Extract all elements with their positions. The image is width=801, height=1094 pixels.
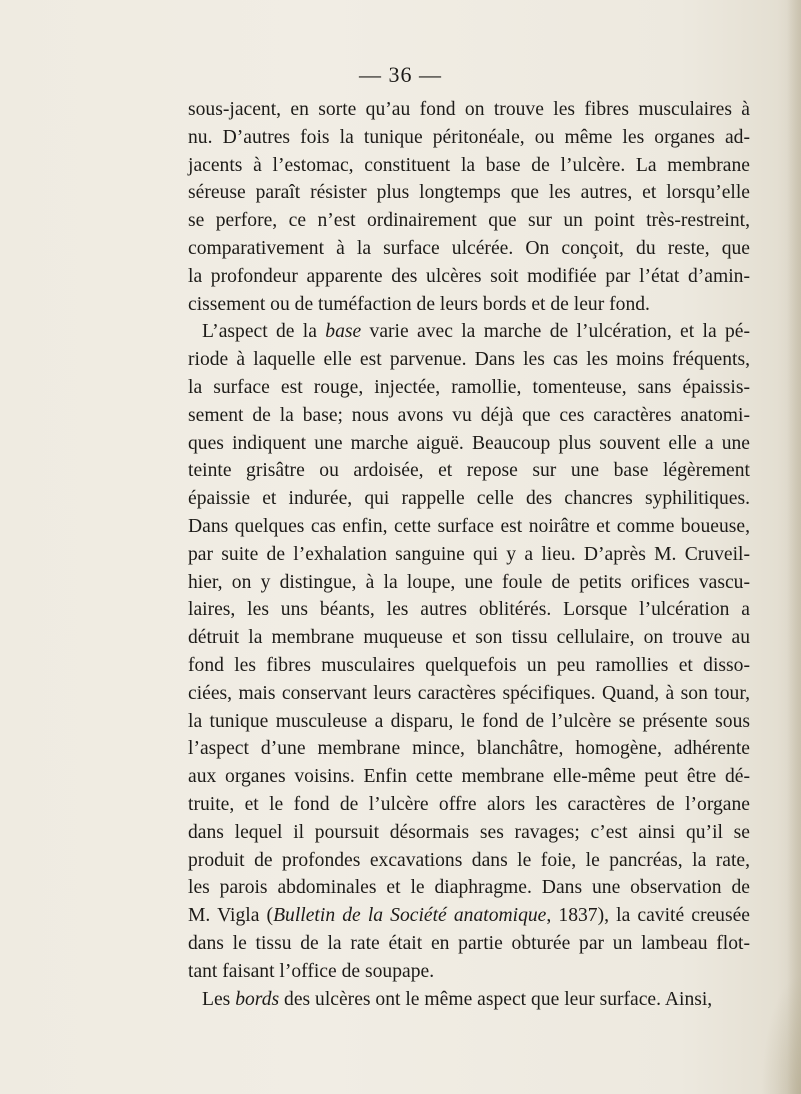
- page-corner-stain: [761, 974, 801, 1094]
- text-line: sous-jacent, en sorte qu’au fond on trouve les fibres musculaires à: [188, 99, 750, 120]
- text-line: la profondeur apparente des ulcères soit modifiée par l’état d’amin-: [188, 265, 750, 287]
- text-line: [188, 902, 750, 930]
- paragraph: [188, 318, 750, 985]
- text-line: jacents à l’estomac, constituent la base de l’ulcère. La membrane: [188, 154, 750, 176]
- text-line: hier, on y distingue, à la loupe, une foule de petits orifices vascu-: [188, 571, 750, 593]
- text-line: séreuse paraît résister plus longtemps que les autres, et lorsqu’elle: [188, 182, 750, 204]
- text-line: par suite de l’exhalation sanguine qui y a lieu. D’après M. Cruveil-: [188, 543, 750, 565]
- text-segment: varie avec la marche de l’ulcération, et la pé-: [361, 321, 751, 343]
- text-line: nu. D’autres fois la tunique péritonéale, ou même les organes ad-: [188, 126, 750, 148]
- text-segment: Les: [202, 988, 236, 1010]
- text-line: aux organes voisins. Enfin cette membrane elle-même peut être dé-: [188, 766, 750, 788]
- italic-text: Bulletin de la Société anatomique: [273, 905, 547, 927]
- text-line: sement de la base; nous avons vu déjà que ces caractères anatomi-: [188, 404, 750, 426]
- text-line: épaissie et indurée, qui rappelle celle des chancres syphilitiques.: [188, 488, 750, 510]
- text-line: truite, et le fond de l’ulcère offre alors les caractères de l’organe: [188, 793, 750, 815]
- text-line: laires, les uns béants, les autres oblitérés. Lorsque l’ulcération a: [188, 599, 750, 621]
- page-edge-shadow: [787, 0, 801, 1094]
- text-segment: L’aspect de la: [202, 321, 326, 343]
- page-number: — 36 —: [359, 62, 442, 87]
- text-line: fond les fibres musculaires quelquefois un peu ramollies et disso-: [188, 654, 750, 676]
- text-line: [188, 318, 750, 346]
- text-line: [188, 986, 750, 1014]
- text-line: l’aspect d’une membrane mince, blanchâtre, homogène, adhérente: [188, 738, 750, 760]
- text-line: cissement ou de tuméfaction de leurs bords et de leur fond.: [188, 293, 650, 315]
- text-segment: des ulcères ont le même aspect que leur surface. Ainsi,: [279, 988, 713, 1010]
- italic-text: base: [325, 321, 362, 343]
- paragraph: [188, 96, 750, 318]
- text-line: se perfore, ce n’est ordinairement que sur un point très-restreint,: [188, 210, 750, 232]
- text-line: les parois abdominales et le diaphragme. Dans une observation de: [188, 877, 750, 899]
- text-line: tant faisant l’office de soupape.: [188, 960, 435, 982]
- body-text: [188, 96, 750, 1013]
- text-line: ques indiquent une marche aiguë. Beaucoup plus souvent elle a une: [188, 432, 750, 454]
- text-line: dans le tissu de la rate était en partie obturée par un lambeau flot-: [188, 932, 750, 954]
- text-line: détruit la membrane muqueuse et son tissu cellulaire, on trouve au: [188, 627, 750, 649]
- paragraph: [188, 986, 750, 1014]
- text-line: la tunique musculeuse a disparu, le fond de l’ulcère se présente sous: [188, 710, 750, 732]
- text-line: Dans quelques cas enfin, cette surface est noirâtre et comme boueuse,: [188, 515, 750, 537]
- text-line: riode à laquelle elle est parvenue. Dans les cas les moins fréquents,: [188, 349, 750, 371]
- text-line: comparativement à la surface ulcérée. On conçoit, du reste, que: [188, 237, 750, 259]
- text-line: la surface est rouge, injectée, ramollie, tomenteuse, sans épaissis-: [188, 376, 750, 398]
- text-segment: M. Vigla (: [188, 905, 274, 927]
- text-line: teinte grisâtre ou ardoisée, et repose sur une base légèrement: [188, 460, 750, 482]
- text-line: dans lequel il poursuit désormais ses ravages; c’est ainsi qu’il se: [188, 821, 750, 843]
- text-line: ciées, mais conservant leurs caractères spécifiques. Quand, à son tour,: [188, 682, 750, 704]
- text-line: produit de profondes excavations dans le foie, le pancréas, la rate,: [188, 849, 750, 871]
- italic-text: bords: [235, 988, 280, 1010]
- text-segment: , 1837), la cavité creusée: [546, 905, 750, 927]
